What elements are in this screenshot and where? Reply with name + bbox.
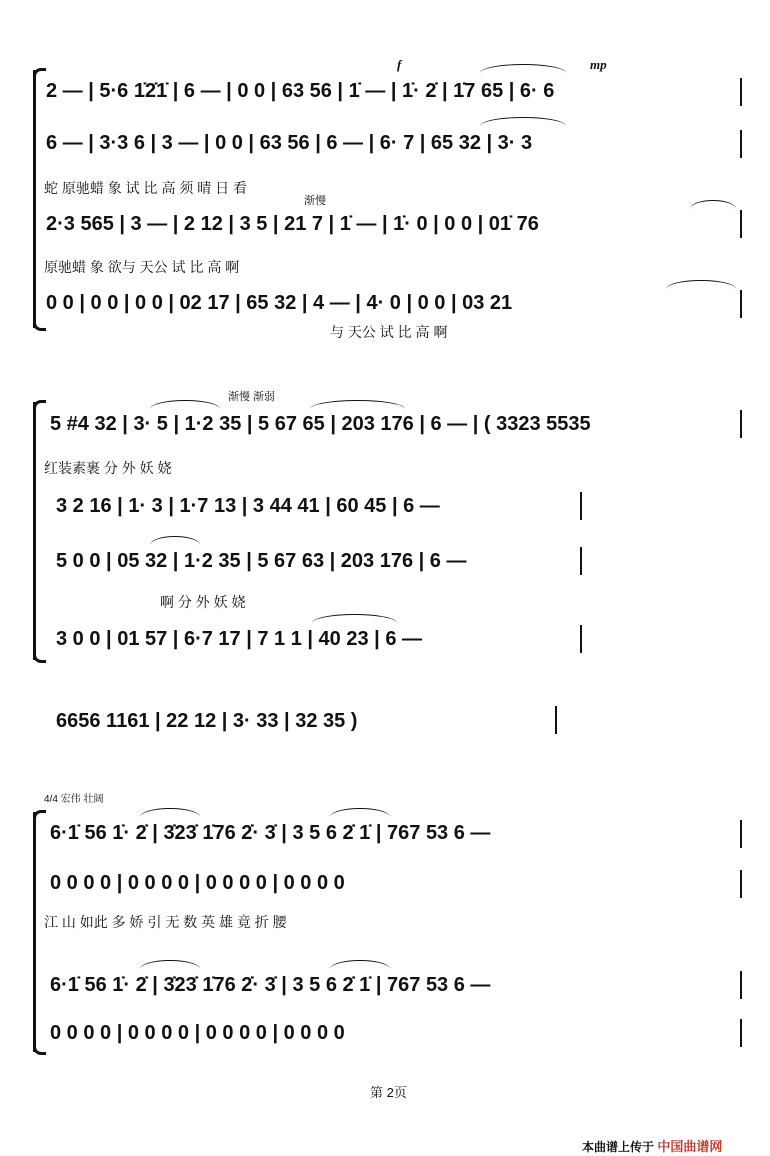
slur — [140, 808, 200, 817]
end-barline — [555, 706, 557, 734]
end-barline — [740, 870, 742, 898]
notation-row: 2·3 565 | 3 — | 2 12 | 3 5 | 21 7 | 1̇ — | 1̇· 0 | 0 0 | 01̇ 76 — [46, 213, 539, 235]
site-logo[interactable]: 中国曲谱网 — [657, 1139, 723, 1154]
notation-row: 0 0 | 0 0 | 0 0 | 02 17 | 65 32 | 4 — | 4· 0 | 0 0 | 03 21 — [46, 292, 513, 314]
bracket-top — [33, 68, 46, 77]
slur — [330, 808, 390, 817]
slur — [310, 400, 405, 409]
dynamic-forte: f — [397, 57, 402, 72]
end-barline — [740, 820, 742, 848]
slur — [690, 200, 736, 209]
notation-row: 0 0 0 0 | 0 0 0 0 | 0 0 0 0 | 0 0 0 0 — [50, 1022, 345, 1044]
slur — [140, 960, 200, 969]
notation-row: 5 0 0 | 05 32 | 1·2 35 | 5 67 63 | 203 176 | 6 — — [56, 550, 467, 572]
slur — [312, 614, 397, 623]
meter-marking: 4/4 宏伟 壮阔 — [44, 794, 104, 805]
system-1-bracket — [33, 70, 36, 328]
lyric-line: 蛇 原驰蜡 象 试 比 高 须 晴 日 看 — [44, 180, 248, 196]
bracket-bottom — [33, 1046, 46, 1055]
lyric-line: 红装素裹 分 外 妖 娆 — [44, 460, 172, 476]
slur — [330, 960, 390, 969]
slur — [150, 536, 200, 545]
end-barline — [740, 1019, 742, 1047]
bracket-top — [33, 810, 46, 819]
notation-row: 2 — | 5·6 1̇2̇1̇ | 6 — | 0 0 | 63 56 | 1̇ — | 1̇· 2̇ | 1̇7 65 | 6· 6 — [46, 80, 555, 102]
notation-row: 5 #4 32 | 3· 5 | 1·2 35 | 5 67 65 | 203 176 | 6 — | ( 3323 5535 — [50, 413, 591, 435]
notation-row: 6·1̇ 56 1̇· 2̇ | 3̇23̇ 1̇76 2̇· 3̇ | 3 5 6 2̇ 1̇ | 767 53 6 — — [50, 822, 491, 844]
slur — [480, 117, 566, 126]
page-number: 第 2页 — [370, 1085, 407, 1100]
end-barline — [740, 410, 742, 438]
lyric-line: 江 山 如此 多 娇 引 无 数 英 雄 竟 折 腰 — [44, 914, 287, 930]
end-barline — [740, 290, 742, 318]
end-barline — [740, 971, 742, 999]
end-barline — [580, 492, 582, 520]
end-barline — [740, 130, 742, 158]
notation-row: 6656 1161 | 22 12 | 3· 33 | 32 35 ) — [56, 710, 358, 732]
notation-row: 3 2 16 | 1· 3 | 1·7 13 | 3 44 41 | 60 45 | 6 — — [56, 495, 440, 517]
notation-row: 6 — | 3·3 6 | 3 — | 0 0 | 63 56 | 6 — | 6· 7 | 65 32 | 3· 3 — [46, 132, 533, 154]
lyric-line: 与 天公 试 比 高 啊 — [330, 324, 448, 340]
lyric-line: 原驰蜡 象 欲与 天公 试 比 高 啊 — [44, 259, 240, 275]
dynamic-mezzo-piano: mp — [590, 57, 607, 72]
bracket-bottom — [33, 322, 46, 331]
footer — [582, 1136, 722, 1155]
bracket-bottom — [33, 654, 46, 663]
system-2-bracket — [33, 402, 36, 660]
notation-row: 6·1̇ 56 1̇· 2̇ | 3̇23̇ 1̇76 2̇· 3̇ | 3 5 6 2̇ 1̇ | 767 53 6 — — [50, 974, 491, 996]
notation-row: 3 0 0 | 01 57 | 6·7 17 | 7 1 1 | 40 23 | 6 — — [56, 628, 422, 650]
bracket-top — [33, 400, 46, 409]
end-barline — [580, 625, 582, 653]
tempo-marking: 渐慢 渐弱 — [228, 391, 276, 403]
slur — [150, 400, 220, 409]
end-barline — [740, 78, 742, 106]
footer-text: 本曲谱上传于 — [582, 1140, 655, 1154]
slur — [666, 280, 736, 289]
end-barline — [580, 547, 582, 575]
slur — [480, 64, 566, 73]
tempo-marking: 渐慢 — [304, 195, 326, 207]
system-4-bracket — [33, 812, 36, 1052]
lyric-line: 啊 分 外 妖 娆 — [160, 594, 246, 610]
notation-row: 0 0 0 0 | 0 0 0 0 | 0 0 0 0 | 0 0 0 0 — [50, 872, 345, 894]
end-barline — [740, 210, 742, 238]
